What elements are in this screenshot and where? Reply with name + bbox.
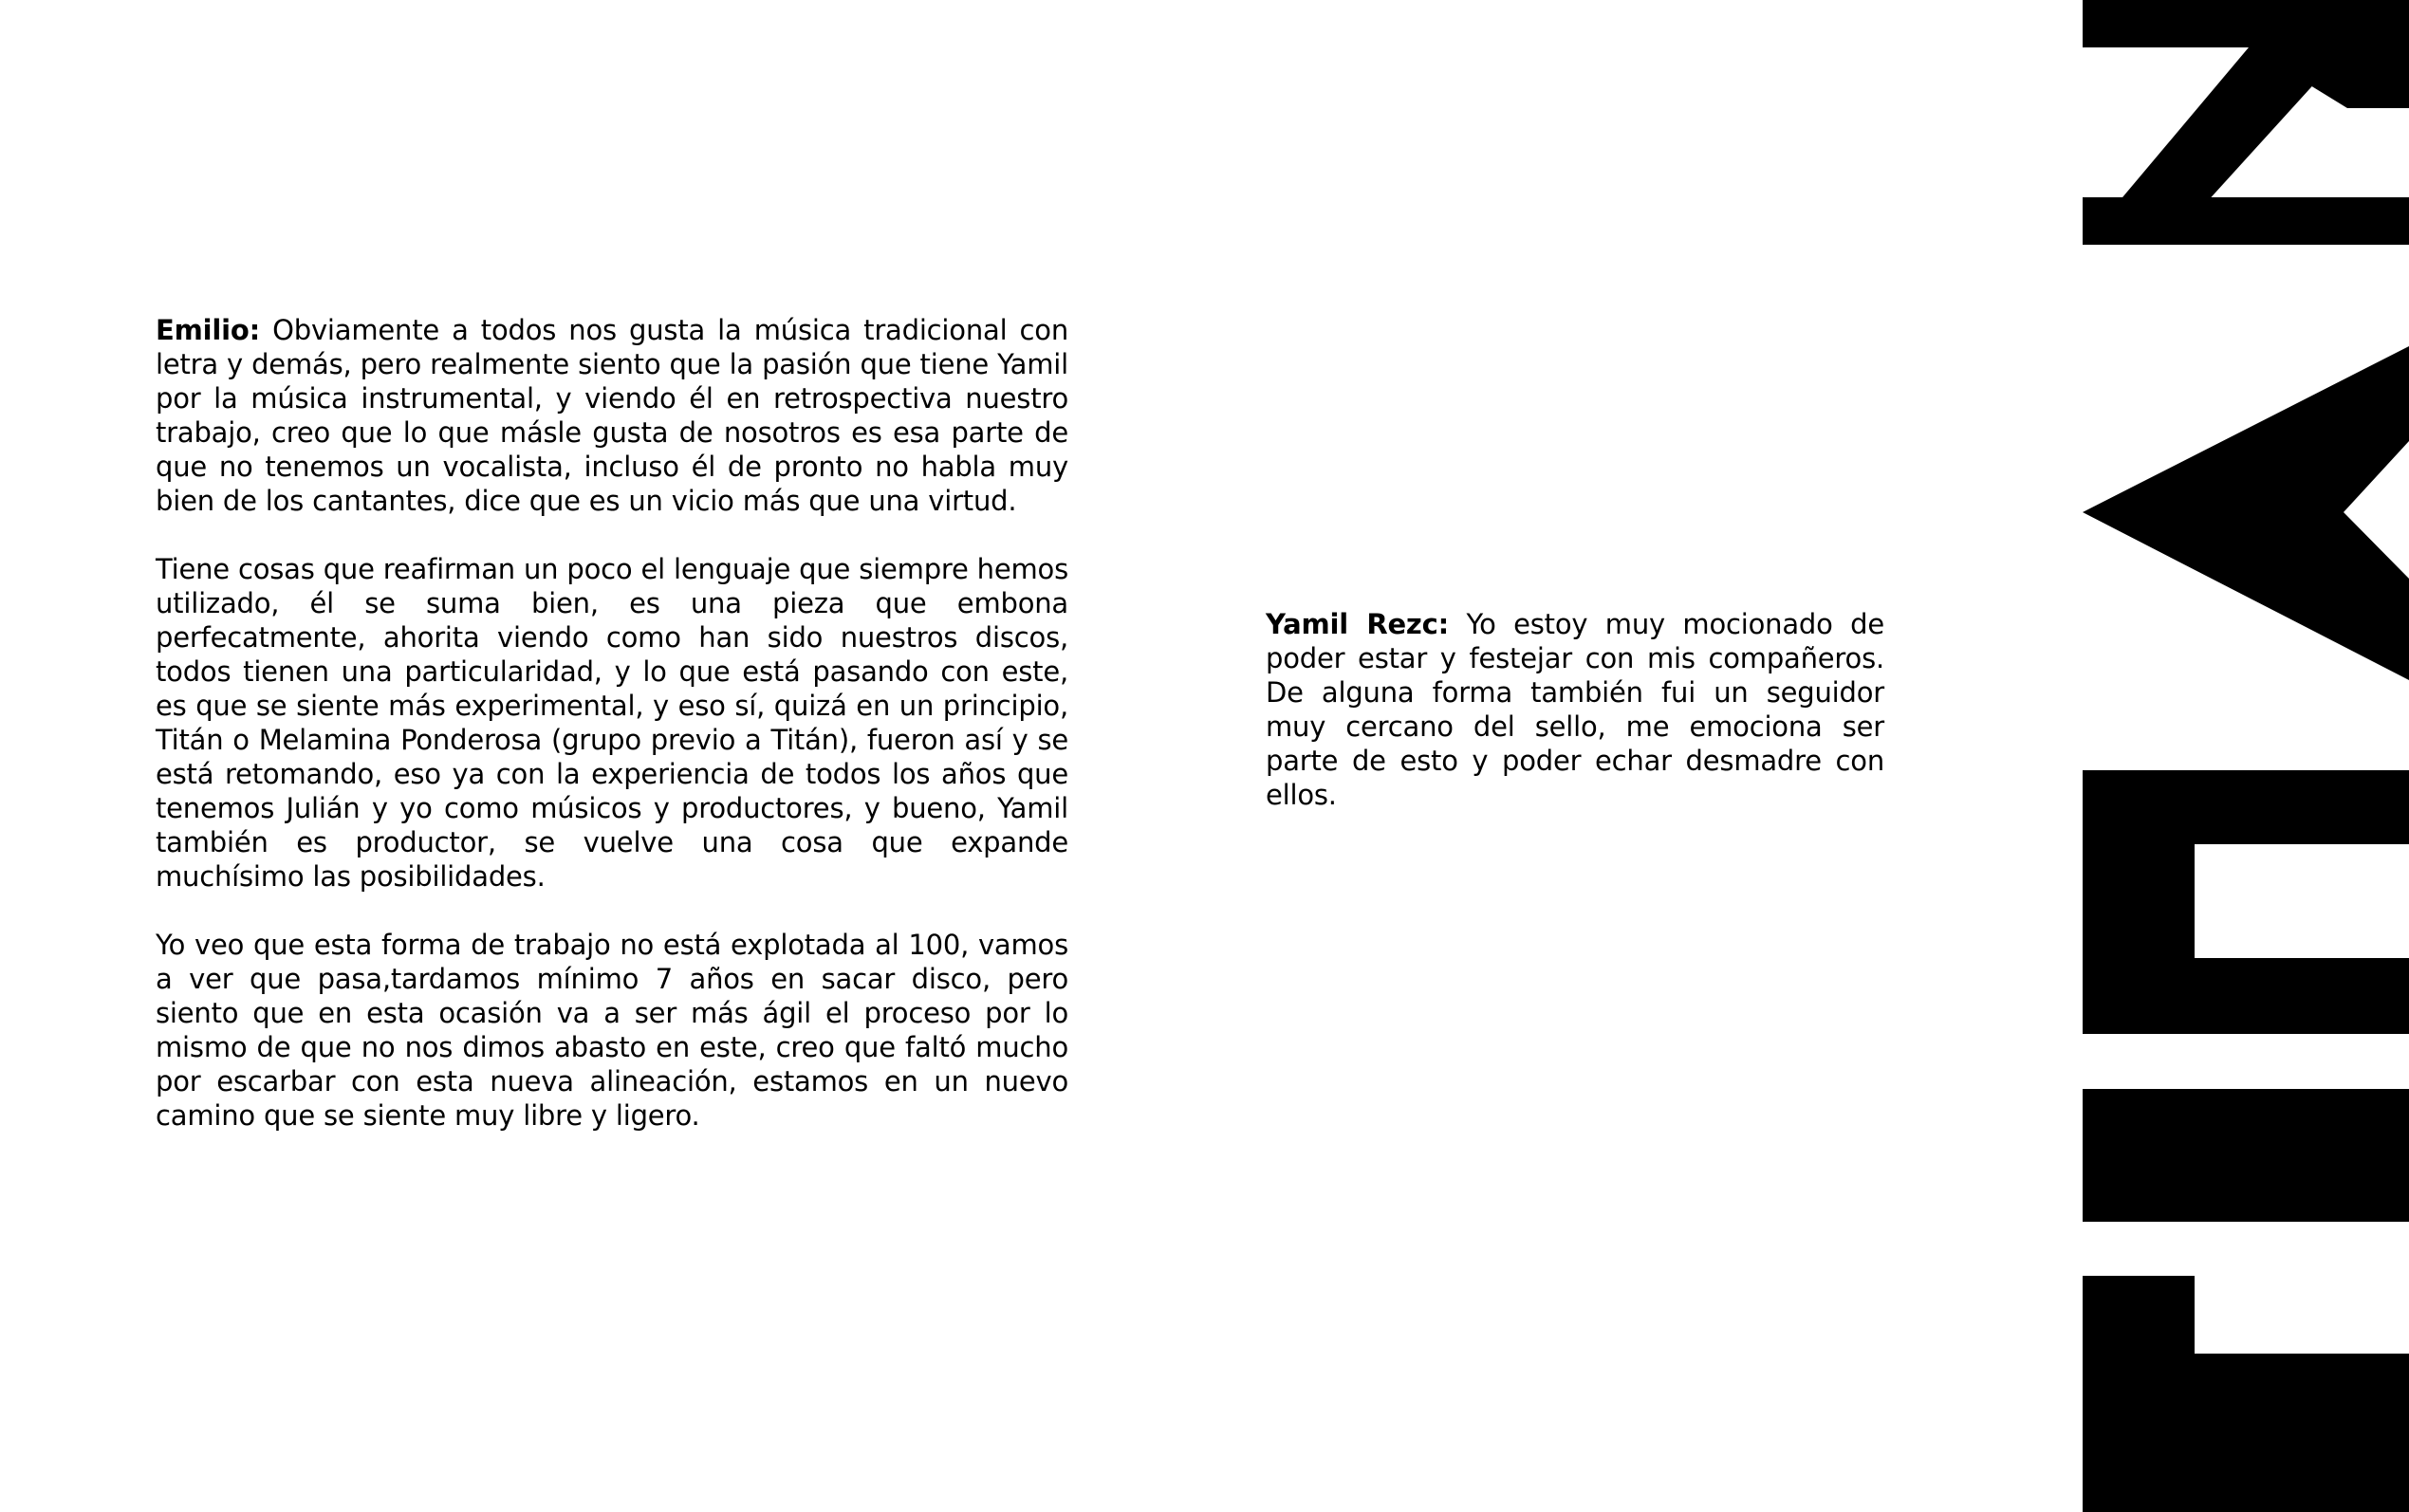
answer-paragraph-yamil bbox=[1266, 607, 1884, 812]
letter-i-bar bbox=[2083, 1089, 2409, 1222]
letter-t1-stem bbox=[2083, 844, 2195, 1034]
letter-n-diagonal bbox=[2083, 47, 2347, 245]
answer-text: Obviamente a todos nos gusta la música tradicional con letra y demás, pero realmente siento que la pasión que tiene Yamil por la música instrumental, y viendo él en retrospectiva nuestro trabajo, creo que lo que másle gusta de nosotros es esa parte de que no tenemos un vocalista, incluso él de pronto no habla muy bien de los cantantes, dice que es un vicio más que una virtud. bbox=[156, 314, 1069, 517]
answer-paragraph-2: Tiene cosas que reafirman un poco el lenguaje que siempre hemos utilizado, él se suma bien, es una pieza que embona perfecatmente, ahorita viendo como han sido nuestros discos, todos tienen una particularidad, y lo que está pasando con este, es que se siente más experimental, y eso sí, quizá en un principio, Titán o Melamina Ponderosa (grupo previo a Titán), fueron así y se está retomando, eso ya con la experiencia de todos los años que tenemos Julián y yo como músicos y productores, y bueno, Yamil también es productor, se vuelve una cosa que expande muchísimo las posibilidades. bbox=[156, 553, 1068, 893]
letter-a-shape bbox=[2083, 346, 2409, 680]
letter-n-base bbox=[2083, 197, 2409, 245]
answer-paragraph-3: Yo veo que esta forma de trabajo no está explotada al 100, vamos a ver que pasa,tardamos mínimo 7 años en sacar disco, pero siento que en esta ocasión va a ser más ágil el proceso por lo mismo de que no nos dimos abasto en este, creo que faltó mucho por escarbar con esta nueva alineación, estamos en un nuevo camino que se siente muy libre y ligero. bbox=[156, 929, 1068, 1132]
answer-text: Yo estoy muy mocionado de poder estar y festejar con mis compañeros. De alguna forma también fui un seguidor muy cercano del sello, me emociona ser parte de esto y poder echar desmadre con ellos. bbox=[1266, 608, 1884, 811]
letter-t2-stem bbox=[2083, 1276, 2195, 1512]
interview-column-left bbox=[156, 313, 1068, 1167]
letter-n-shape bbox=[2083, 0, 2409, 108]
speaker-name-emilio: Emilio: bbox=[156, 314, 260, 346]
letter-t1-bar bbox=[2083, 770, 2409, 844]
speaker-name-yamil: Yamil Rezc: bbox=[1266, 608, 1449, 640]
answer-paragraph-1 bbox=[156, 313, 1068, 518]
letter-t1-cap bbox=[2083, 958, 2409, 1034]
letter-t2-cap bbox=[2195, 1354, 2409, 1512]
interview-column-right bbox=[1266, 607, 1884, 846]
